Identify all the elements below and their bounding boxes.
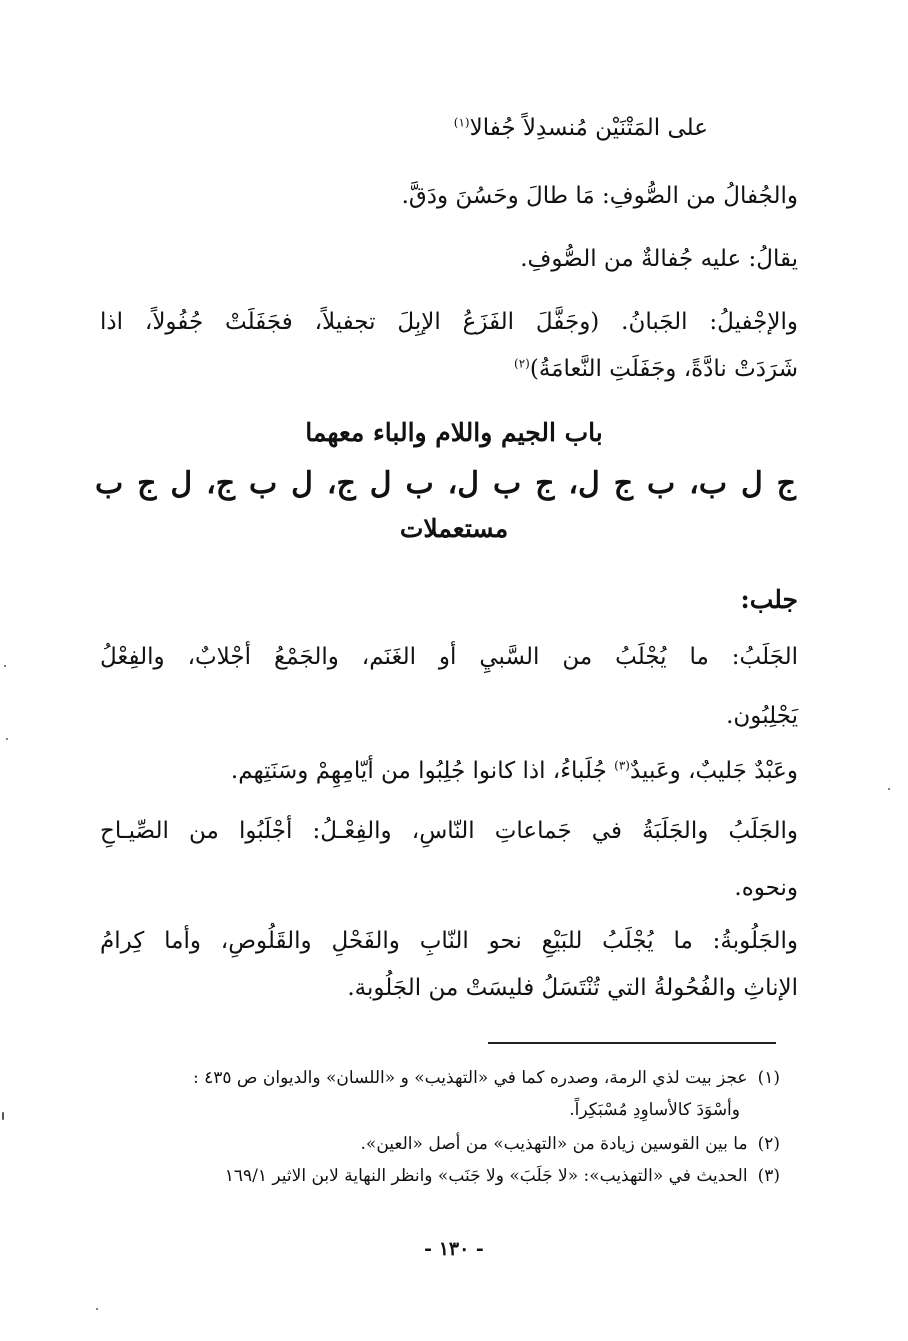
- footnote-1-text: عجز بيت لذي الرمة، وصدره كما في «التهذيب» و «اللسان» والديوان ص ٤٣٥ :: [192, 1068, 748, 1088]
- permutation-item: ل ب ج،: [206, 466, 313, 501]
- footnote-3: [110, 1166, 780, 1186]
- scan-speck: [888, 788, 890, 790]
- footnote-ref-1: (١): [453, 115, 470, 130]
- footnote-2-text: ما بين القوسين زيادة من «التهذيب» من أصل «العين».: [360, 1134, 748, 1154]
- footnote-ref-2: (٢): [514, 356, 530, 371]
- entry-jalib-text-b: جُلَباءُ، اذا كانوا جُلِبُوا من أيّامِهِمْ وسَنَتِهم.: [230, 758, 615, 784]
- verse-line: [100, 112, 708, 144]
- footnote-3-number: (٣): [757, 1166, 780, 1186]
- entry-jalib: [100, 755, 798, 787]
- paragraph-ijfil-line1: والإجْفيلُ: الجَبانُ. (وجَفَّلَ الفَزَعُ الإبِلَ تجفيلاً، فجَفَلَتْ جُفُولاً، اذا: [100, 309, 798, 335]
- permutation-item: ب ج ل،: [568, 466, 676, 501]
- footnote-3-text: الحديث في «التهذيب»: «لا جَلَبَ» ولا جَنَب» وانظر النهاية لابن الاثير ١٦٩/١: [224, 1166, 748, 1186]
- scan-speck: [2, 1112, 4, 1120]
- entry-jalib-text-a: وعَبْدٌ جَليبٌ، وعَبيدٌ: [629, 758, 798, 784]
- paragraph-ijfil-line2: [100, 353, 798, 385]
- scan-speck: [6, 738, 8, 740]
- entry-jalab-line1: الجَلَبُ: ما يُجْلَبُ من السَّبيِ أو الغَنَم، والجَمْعُ أجْلابٌ، والفِعْلُ: [100, 644, 798, 670]
- permutation-item: ل ج ب: [95, 466, 193, 501]
- permutation-item: ب ل ج،: [326, 466, 434, 501]
- permutation-item: ج ب ل،: [447, 466, 555, 501]
- scan-speck: [96, 1308, 98, 1310]
- entry-jalaba-line2: ونحوه.: [734, 875, 798, 901]
- footnote-2-number: (٢): [757, 1134, 780, 1154]
- paragraph-jufala: يقالُ: عليه جُفالةٌ من الصُّوفِ.: [520, 246, 798, 272]
- permutation-item: ج ل ب،: [689, 466, 797, 501]
- entry-jalaba-line1: والجَلَبُ والجَلَبَةُ في جَماعاتِ النّاسِ، والفِعْـلُ: أجْلَبُوا من الصِّيـاحِ: [100, 818, 798, 844]
- footnote-1-verse: وأسْوَدَ كالأساوِدِ مُسْبَكِراً.: [569, 1100, 740, 1120]
- paragraph-jufal: والجُفالُ من الصُّوفِ: مَا طالَ وحَسُنَ ودَقَّ.: [401, 183, 798, 209]
- paragraph-ijfil-text: شَرَدَتْ نادَّةً، وجَفَلَتِ النَّعامَةُ): [529, 356, 798, 382]
- letter-permutations: [95, 466, 796, 501]
- used-label: مستعملات: [399, 514, 509, 543]
- footnote-2: [110, 1134, 780, 1154]
- footnote-ref-3: (٣): [614, 758, 630, 773]
- entry-jaluba-line2: الإناثِ والفُحُولةُ التي تُنْتَسَلُ فليسَتْ من الجَلُوبة.: [347, 975, 798, 1001]
- page-number: - ١٣٠ -: [424, 1238, 484, 1260]
- scan-speck: [4, 665, 6, 667]
- footnote-1-number: (١): [757, 1068, 780, 1088]
- entry-jalab-line2: يَجْلِبُون.: [726, 703, 798, 729]
- footnote-divider: [488, 1042, 776, 1044]
- chapter-title: باب الجيم واللام والباء معهما: [305, 418, 603, 447]
- entry-headword: جلب:: [740, 585, 798, 614]
- footnote-1: [110, 1068, 780, 1088]
- verse-text: على المَتْنَيْن مُنسدِلاً جُفالا: [469, 115, 708, 141]
- entry-jaluba-line1: والجَلُوبةُ: ما يُجْلَبُ للبَيْعِ نحو النّابِ والفَحْلِ والقَلُوصِ، وأما كِرامُ: [100, 928, 798, 954]
